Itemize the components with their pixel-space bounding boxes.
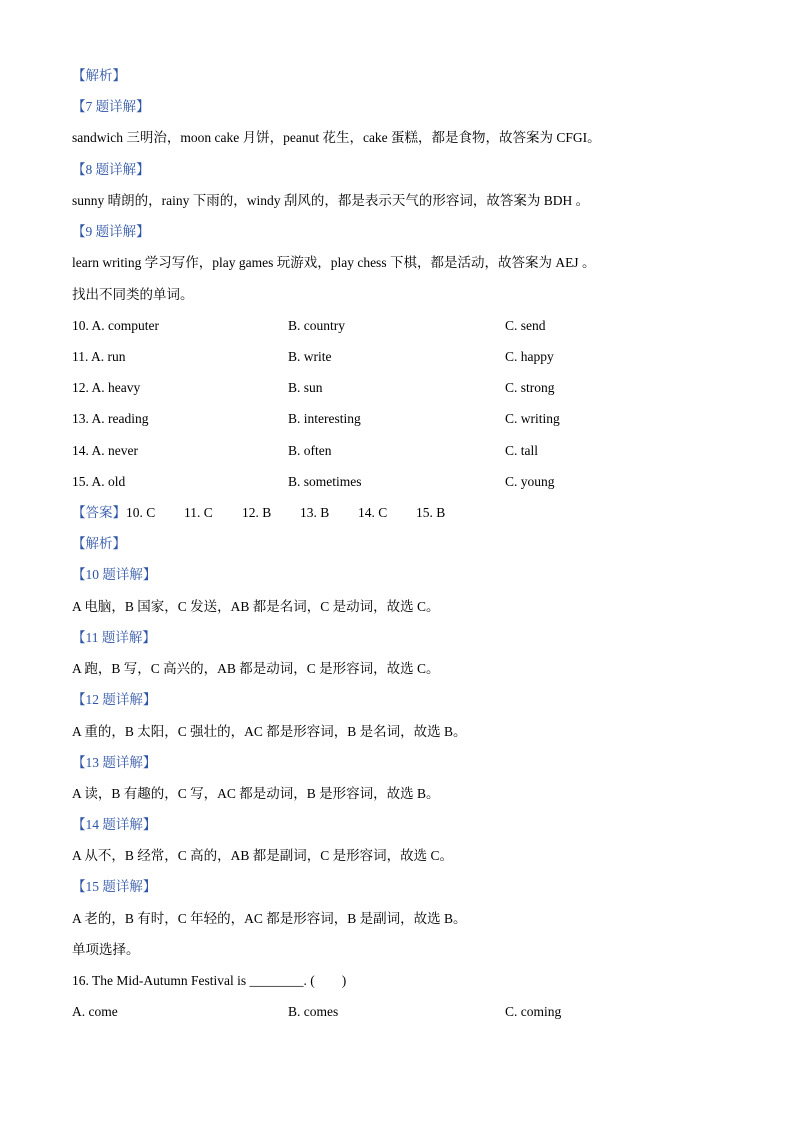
- analysis-label: 【解析】: [72, 536, 126, 551]
- q11-detail-text: A 跑，B 写，C 高兴的，AB 都是动词，C 是形容词，故选 C。: [72, 661, 440, 676]
- answer-item: 13. B: [300, 505, 330, 520]
- q10-detail-label: 【10 题详解】: [72, 567, 157, 582]
- answer-label: 【答案】: [72, 505, 126, 520]
- answer-item: 10. C: [126, 505, 156, 520]
- option-a: 13. A. reading: [72, 411, 149, 426]
- option-c: C. strong: [505, 380, 555, 395]
- q8-detail-text: sunny 晴朗的，rainy 下雨的，windy 刮风的，都是表示天气的形容词，故答案为 BDH 。: [72, 193, 590, 208]
- option-b: B. country: [288, 318, 345, 333]
- q9-detail-text: learn writing 学习写作，play games 玩游戏，play chess 下棋，都是活动，故答案为 AEJ 。: [72, 255, 596, 270]
- option-b: B. sometimes: [288, 474, 362, 489]
- answer-item: 14. C: [358, 505, 388, 520]
- answer-item: 11. C: [184, 505, 213, 520]
- option-a: 15. A. old: [72, 474, 126, 489]
- q7-detail-label: 【7 题详解】: [72, 99, 150, 114]
- q13-detail-label: 【13 题详解】: [72, 755, 157, 770]
- option-c: C. young: [505, 474, 555, 489]
- option-b: B. interesting: [288, 411, 361, 426]
- option-b: B. write: [288, 349, 332, 364]
- q14-detail-text: A 从不，B 经常，C 高的，AB 都是副词，C 是形容词，故选 C。: [72, 848, 454, 863]
- q12-detail-text: A 重的，B 太阳，C 强壮的，AC 都是形容词，B 是名词，故选 B。: [72, 724, 467, 739]
- option-a: 10. A. computer: [72, 318, 159, 333]
- q9-detail-label: 【9 题详解】: [72, 224, 150, 239]
- option-a: 12. A. heavy: [72, 380, 141, 395]
- q12-detail-label: 【12 题详解】: [72, 692, 157, 707]
- section-instruction: 单项选择。: [72, 942, 140, 957]
- option-a: 14. A. never: [72, 443, 138, 458]
- option-a: 11. A. run: [72, 349, 126, 364]
- option-c: C. tall: [505, 443, 538, 458]
- answer-item: 15. B: [416, 505, 446, 520]
- q15-detail-text: A 老的，B 有时，C 年轻的，AC 都是形容词，B 是副词，故选 B。: [72, 911, 467, 926]
- q10-detail-text: A 电脑，B 国家，C 发送，AB 都是名词，C 是动词，故选 C。: [72, 599, 440, 614]
- q13-detail-text: A 读，B 有趣的，C 写，AC 都是动词，B 是形容词，故选 B。: [72, 786, 440, 801]
- q8-detail-label: 【8 题详解】: [72, 162, 150, 177]
- answer-line: [72, 503, 445, 523]
- q11-detail-label: 【11 题详解】: [72, 630, 156, 645]
- option-b: B. comes: [288, 1004, 339, 1019]
- option-a: A. come: [72, 1004, 118, 1019]
- option-c: C. writing: [505, 411, 560, 426]
- q16-text: 16. The Mid-Autumn Festival is ________. ( ): [72, 973, 347, 988]
- answer-item: 12. B: [242, 505, 272, 520]
- option-c: C. coming: [505, 1004, 562, 1019]
- option-c: C. send: [505, 318, 546, 333]
- q15-detail-label: 【15 题详解】: [72, 879, 157, 894]
- q7-detail-text: sandwich 三明治，moon cake 月饼，peanut 花生，cake 蛋糕，都是食物，故答案为 CFGI。: [72, 130, 601, 145]
- option-b: B. sun: [288, 380, 323, 395]
- option-c: C. happy: [505, 349, 554, 364]
- q14-detail-label: 【14 题详解】: [72, 817, 157, 832]
- section-instruction: 找出不同类的单词。: [72, 287, 194, 302]
- option-b: B. often: [288, 443, 332, 458]
- analysis-label: 【解析】: [72, 68, 126, 83]
